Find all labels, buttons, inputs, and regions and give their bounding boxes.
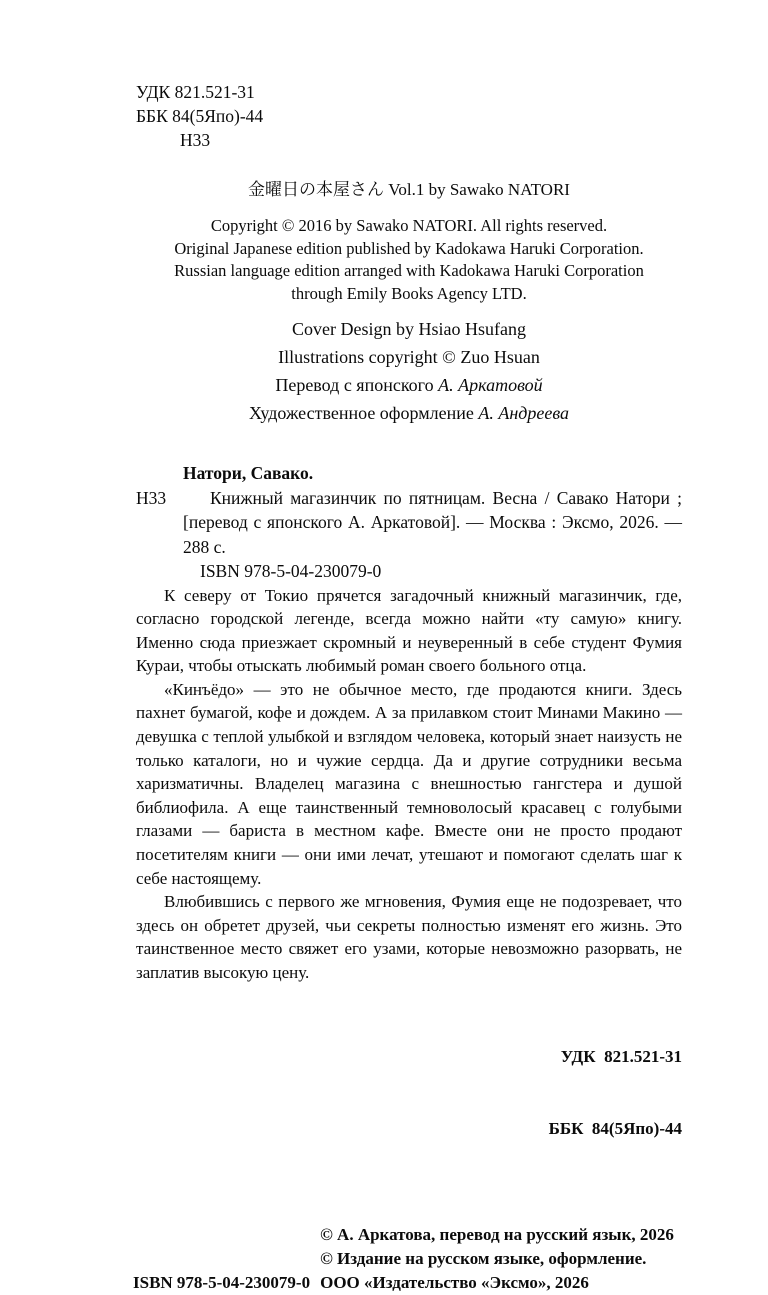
footer-line-edition: © Издание на русском языке, оформление. — [320, 1248, 647, 1268]
original-title: 金曜日の本屋さん Vol.1 by Sawako NATORI — [248, 180, 570, 199]
catalog-isbn: ISBN 978-5-04-230079-0 — [200, 561, 382, 581]
design-credit — [136, 399, 682, 427]
catalog-code: Н33 — [136, 487, 167, 508]
catalog-entry — [136, 461, 682, 584]
udk-bottom-line: УДК 821.521-31 — [560, 1046, 682, 1066]
cover-design-credit: Cover Design by Hsiao Hsufang — [292, 319, 526, 339]
annotation-block — [136, 584, 682, 985]
footer-isbn: ISBN 978-5-04-230079-0 — [133, 1272, 311, 1292]
catalog-description — [136, 486, 682, 560]
annotation-paragraph-2: «Кинъёдо» — это не обычное место, где продаются книги. Здесь пахнет бумагой, кофе и дождем. А за прилавком стоит Минами Макино — девушка с теплой улыбкой и взглядом человека, который знает наизусть не только каталоги, но и чужие сердца. Да и другие сотрудники весьма харизматичны. Владелец магазина с внешностью гангстера и душой библиофила. А еще таинственный темноволосый красавец с голубыми глазами — бариста в местном кафе. Вместе они не просто продают посетителям книги — они ими лечат, утешают и помогают сделать шаг к себе настоящему. — [136, 679, 682, 888]
copyright-footer — [133, 1223, 682, 1295]
designer-name: А. Андреева — [478, 403, 570, 423]
udk-top-line: УДК 821.521-31 — [136, 82, 255, 102]
annotation-paragraph-3: Влюбившись с первого же мгновения, Фумия еще не подозревает, что здесь он обретет друзей, чьи секреты полностью изменят его жизнь. Это таинственное место свяжет его узами, которые невозможно разорвать, не заплатив высокую цену. — [136, 892, 682, 982]
translation-label: Перевод с японского — [275, 375, 439, 395]
catalog-description-text: Книжный магазинчик по пятницам. Весна / Савако Натори ; [перевод с японского А. Аркатовой]. — Москва : Эксмо, 2026. — 288 с. — [183, 487, 682, 557]
rights-line-4: through Emily Books Agency LTD. — [291, 283, 527, 303]
credits-block — [136, 315, 682, 427]
translator-name: А. Аркатовой — [438, 375, 543, 395]
classification-top — [136, 80, 682, 152]
rights-line-2: Original Japanese edition published by Kadokawa Haruki Corporation. — [174, 238, 644, 258]
bbk-bottom-line: ББК 84(5Япо)-44 — [548, 1118, 682, 1138]
classification-bottom — [136, 997, 682, 1189]
footer-copyright-lines — [320, 1223, 674, 1295]
illustrations-credit: Illustrations copyright © Zuo Hsuan — [278, 347, 540, 367]
rights-line-3: Russian language edition arranged with Kadokawa Haruki Corporation — [174, 261, 644, 280]
rights-line-1: Copyright © 2016 by Sawako NATORI. All rights reserved. — [210, 216, 608, 235]
rights-block — [136, 215, 682, 305]
translation-credit — [136, 371, 682, 399]
bbk-top-line: ББК 84(5Япо)-44 — [136, 106, 264, 126]
annotation-paragraph-1: К северу от Токио прячется загадочный книжный магазинчик, где, согласно городской легенде, всегда можно найти «ту самую» книгу. Именно сюда приезжает скромный и неуверенный в себе студент Фумия Кураи, чтобы отыскать любимый роман своего больного отца. — [136, 585, 682, 676]
design-label: Художественное оформление — [248, 403, 479, 423]
footer-line-publisher: ООО «Издательство «Эксмо», 2026 — [320, 1272, 589, 1292]
catalog-author-heading: Натори, Савако. — [183, 463, 314, 483]
author-code: Н33 — [180, 130, 211, 150]
footer-line-translation: © А. Аркатова, перевод на русский язык, 2026 — [320, 1224, 674, 1244]
